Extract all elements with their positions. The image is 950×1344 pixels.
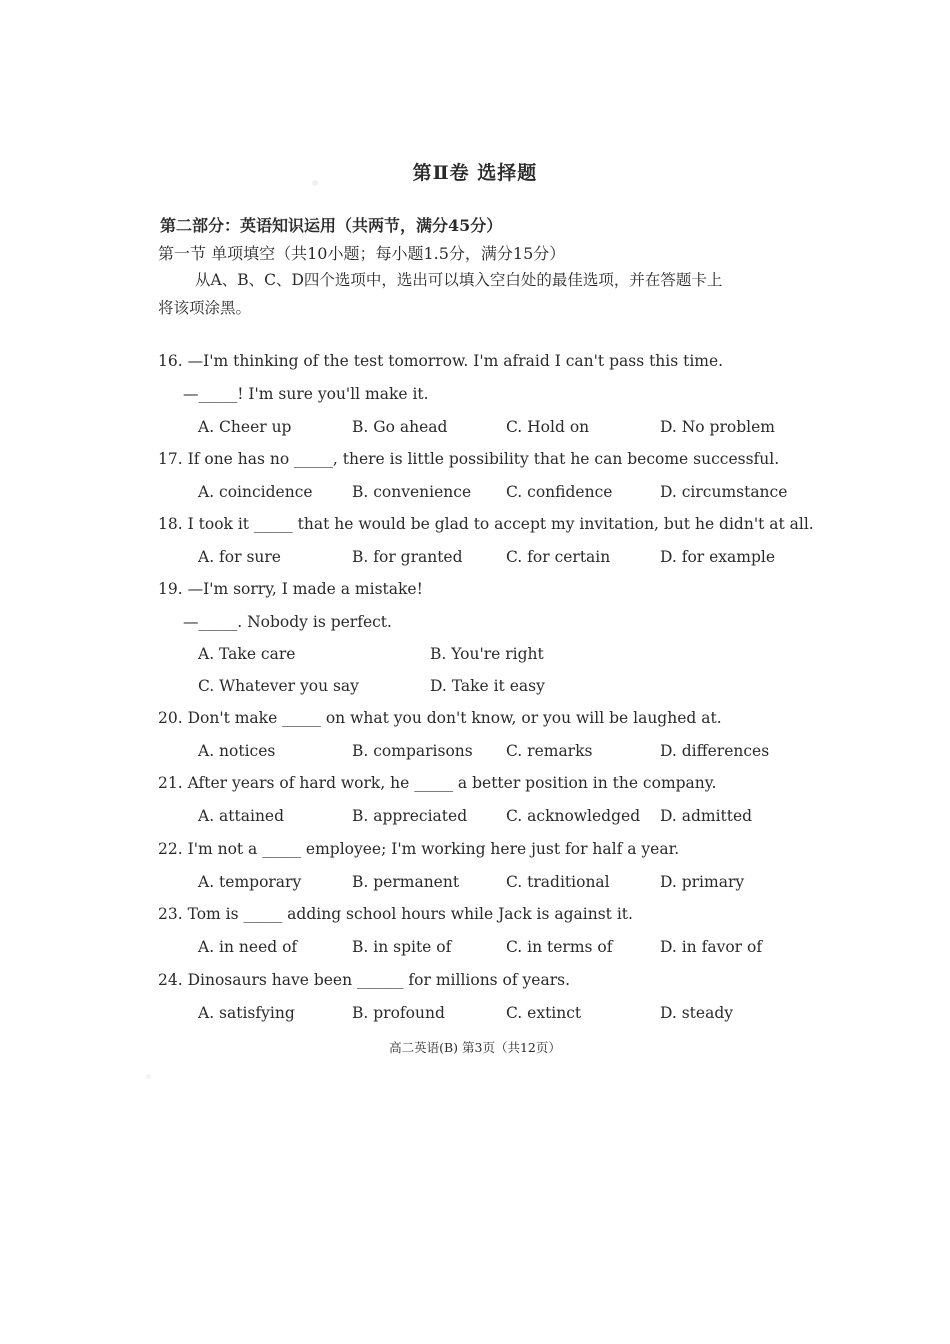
question-17-option-d[interactable]: D. circumstance	[660, 483, 788, 501]
question-21-option-d[interactable]: D. admitted	[660, 807, 753, 825]
question-24-option-a[interactable]: A. satisfying	[198, 1004, 295, 1022]
question-17-option-a[interactable]: A. coincidence	[198, 483, 313, 501]
question-16-option-c[interactable]: C. Hold on	[506, 418, 590, 436]
page-title: 第Ⅱ卷 选择题	[412, 162, 538, 184]
question-20-stem: 20. Don't make _____ on what you don't know, or you will be laughed at.	[158, 709, 722, 727]
question-23-option-c[interactable]: C. in terms of	[506, 938, 613, 956]
question-18-option-b[interactable]: B. for granted	[352, 548, 463, 566]
instructions-line-1: 从A、B、C、D四个选项中，选出可以填入空白处的最佳选项，并在答题卡上	[195, 271, 723, 289]
question-22-stem: 22. I'm not a _____ employee; I'm working here just for half a year.	[158, 840, 680, 858]
question-16-option-b[interactable]: B. Go ahead	[352, 418, 448, 436]
question-18-option-d[interactable]: D. for example	[660, 548, 776, 566]
question-21-option-a[interactable]: A. attained	[198, 807, 285, 825]
question-24-option-d[interactable]: D. steady	[660, 1004, 734, 1022]
question-19-option-a[interactable]: A. Take care	[198, 645, 296, 663]
question-23-option-b[interactable]: B. in spite of	[352, 938, 452, 956]
question-21-option-c[interactable]: C. acknowledged	[506, 807, 641, 825]
question-24-option-b[interactable]: B. profound	[352, 1004, 445, 1022]
question-19-option-b[interactable]: B. You're right	[430, 645, 544, 663]
question-18-option-c[interactable]: C. for certain	[506, 548, 611, 566]
question-24-option-c[interactable]: C. extinct	[506, 1004, 582, 1022]
question-23-option-a[interactable]: A. in need of	[198, 938, 298, 956]
instructions-line-2: 将该项涂黑。	[158, 299, 252, 317]
question-20-option-b[interactable]: B. comparisons	[352, 742, 473, 760]
question-17-stem: 17. If one has no _____, there is little possibility that he can become successful.	[158, 450, 780, 468]
question-19-option-c[interactable]: C. Whatever you say	[198, 677, 359, 695]
question-21-option-b[interactable]: B. appreciated	[352, 807, 468, 825]
question-22-option-d[interactable]: D. primary	[660, 873, 745, 891]
question-21-stem: 21. After years of hard work, he _____ a better position in the company.	[158, 774, 717, 792]
question-23-option-d[interactable]: D. in favor of	[660, 938, 763, 956]
question-22-option-b[interactable]: B. permanent	[352, 873, 460, 891]
question-16-option-a[interactable]: A. Cheer up	[198, 418, 292, 436]
question-17-option-b[interactable]: B. convenience	[352, 483, 472, 501]
question-19-stem: 19. —I'm sorry, I made a mistake!	[158, 580, 423, 598]
question-23-stem: 23. Tom is _____ adding school hours while Jack is against it.	[158, 905, 633, 923]
question-17-option-c[interactable]: C. confidence	[506, 483, 613, 501]
scan-speck	[312, 180, 318, 186]
question-22-option-c[interactable]: C. traditional	[506, 873, 610, 891]
question-19-response: —_____. Nobody is perfect.	[183, 613, 392, 631]
question-20-option-d[interactable]: D. differences	[660, 742, 770, 760]
page-footer: 高二英语(B) 第3页（共12页）	[389, 1040, 561, 1055]
question-20-option-a[interactable]: A. notices	[198, 742, 276, 760]
question-18-option-a[interactable]: A. for sure	[198, 548, 281, 566]
section-heading: 第一节 单项填空（共10小题；每小题1.5分，满分15分）	[158, 244, 566, 263]
question-20-option-c[interactable]: C. remarks	[506, 742, 593, 760]
question-22-option-a[interactable]: A. temporary	[198, 873, 302, 891]
question-16-option-d[interactable]: D. No problem	[660, 418, 775, 436]
part-heading: 第二部分：英语知识运用（共两节，满分45分）	[160, 216, 503, 235]
question-16-response: —_____! I'm sure you'll make it.	[183, 385, 429, 403]
question-18-stem: 18. I took it _____ that he would be glad to accept my invitation, but he didn't at all.	[158, 515, 814, 533]
question-19-option-d[interactable]: D. Take it easy	[430, 677, 545, 695]
scan-speck	[146, 1074, 151, 1079]
question-24-stem: 24. Dinosaurs have been ______ for millions of years.	[158, 971, 571, 989]
question-16-stem: 16. —I'm thinking of the test tomorrow. I'm afraid I can't pass this time.	[158, 352, 724, 370]
